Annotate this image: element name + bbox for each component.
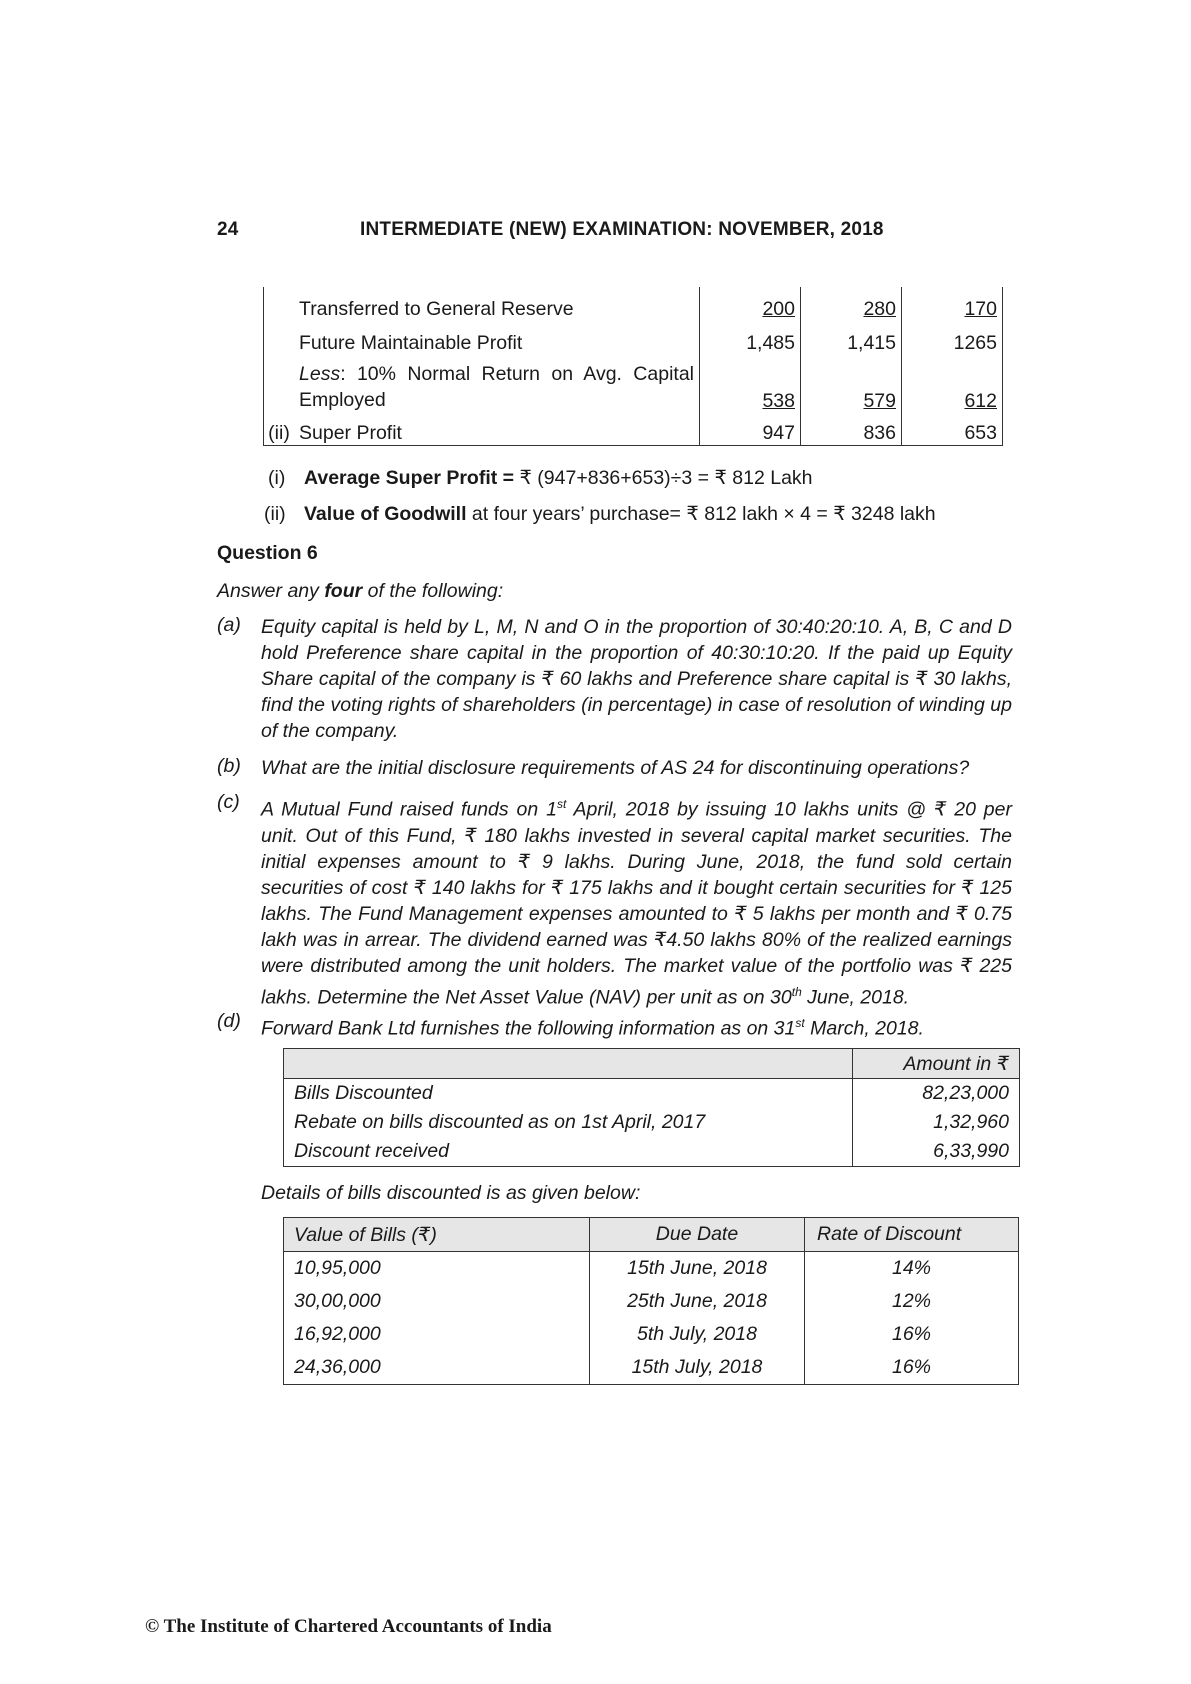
amount-cell: 1,32,960 [853, 1108, 1020, 1137]
value-cell: 24,36,000 [284, 1351, 590, 1385]
column-header: Rate of Discount [805, 1218, 1019, 1252]
item-text-b: What are the initial disclosure requirements of AS 24 for discontinuing operations? [261, 757, 970, 779]
amount-cell: 6,33,990 [853, 1137, 1020, 1167]
details-caption: Details of bills discounted is as given below: [261, 1182, 641, 1204]
table-header-row [284, 1049, 1020, 1079]
profit-table [263, 287, 1003, 446]
value-cell: 1265 [902, 321, 1003, 355]
item-label-b: (b) [217, 755, 241, 777]
item-text-d: Forward Bank Ltd furnishes the following information as on 31st March, 2018. [261, 1016, 924, 1040]
table-row [284, 1252, 1019, 1286]
page-title: INTERMEDIATE (NEW) EXAMINATION: NOVEMBER, 2018 [360, 219, 884, 240]
value-cell: 538 [762, 390, 795, 412]
table-row [284, 1137, 1020, 1167]
row-text: Future Maintainable Profit [299, 332, 523, 354]
row-label: (ii) [264, 413, 295, 445]
table-row [284, 1079, 1020, 1109]
amount-cell: 82,23,000 [853, 1079, 1020, 1109]
row-text: Less: 10% Normal Return on Avg. Capital Employed [299, 363, 694, 411]
date-cell: 25th June, 2018 [590, 1285, 805, 1318]
value-cell: 579 [863, 390, 896, 412]
item-text-c: A Mutual Fund raised funds on 1st April, 2018 by issuing 10 lakhs units @ ₹ 20 per unit. Out of this Fund, ₹ 180 lakhs invested in several capital market securities. The initial expenses amount to ₹ 9 lakhs. During June, 2018, the fund sold certain securities of cost ₹ 140 lakhs for ₹ 175 lakhs and it bought certain securities for ₹ 125 lakhs. The Fund Management expenses amounted to ₹ 5 lakhs per month and ₹ 0.75 lakh was in arrear. The dividend earned was ₹4.50 lakhs 80% of the realized earnings were distributed among the unit holders. The market value of the portfolio was ₹ 225 lakhs. Determine the Net Asset Value (NAV) per unit as on 30th June, 2018. [261, 797, 1013, 1008]
row-text: Transferred to General Reserve [299, 298, 574, 320]
calc-line-2: Value of Goodwill at four years’ purchase= ₹ 812 lakh × 4 = ₹ 3248 lakh [304, 503, 936, 525]
table-row [264, 413, 1003, 445]
rate-cell: 16% [805, 1318, 1019, 1351]
column-header: Due Date [590, 1218, 805, 1252]
table-row [284, 1351, 1019, 1385]
value-cell: 16,92,000 [284, 1318, 590, 1351]
item-cell: Discount received [284, 1137, 853, 1167]
date-cell: 5th July, 2018 [590, 1318, 805, 1351]
row-label [264, 321, 295, 355]
table-header-row [284, 1218, 1019, 1252]
value-cell: 1,415 [801, 321, 902, 355]
row-text: Super Profit [294, 413, 700, 445]
bank-info-table [283, 1048, 1020, 1167]
value-cell: 947 [700, 413, 801, 445]
date-cell: 15th July, 2018 [590, 1351, 805, 1385]
footer-copyright: © The Institute of Chartered Accountants of India [145, 1616, 552, 1637]
row-label [264, 287, 295, 321]
value-cell: 653 [902, 413, 1003, 445]
value-cell: 612 [964, 390, 997, 412]
rate-cell: 14% [805, 1252, 1019, 1286]
column-header: Value of Bills (₹) [284, 1218, 590, 1252]
date-cell: 15th June, 2018 [590, 1252, 805, 1286]
calc-label-2: (ii) [264, 503, 286, 525]
table-row [264, 355, 1003, 413]
value-cell: 280 [863, 298, 896, 320]
item-text-a: Equity capital is held by L, M, N and O in the proportion of 30:40:20:10. A, B, C and D hold Preference share capital in the proportion of 40:30:10:20. If the paid up Equity Share capital of the company is ₹ 60 lakhs and Preference share capital is ₹ 30 lakhs, find the voting rights of shareholders (in percentage) in case of resolution of winding up of the company. [261, 616, 1012, 742]
calc-line-1: Average Super Profit = ₹ (947+836+653)÷3 = ₹ 812 Lakh [304, 467, 813, 489]
table-row [264, 321, 1003, 355]
rate-cell: 12% [805, 1285, 1019, 1318]
value-cell: 200 [762, 298, 795, 320]
value-cell: 836 [801, 413, 902, 445]
item-cell: Rebate on bills discounted as on 1st April, 2017 [284, 1108, 853, 1137]
table-row [284, 1108, 1020, 1137]
question-title: Question 6 [217, 542, 318, 564]
bills-details-table [283, 1217, 1019, 1385]
item-label-c: (c) [217, 791, 240, 813]
table-row [264, 287, 1003, 321]
amount-header: Amount in ₹ [853, 1049, 1020, 1079]
value-cell: 170 [964, 298, 997, 320]
page-number: 24 [217, 219, 239, 240]
value-cell: 30,00,000 [284, 1285, 590, 1318]
calc-label-1: (i) [268, 467, 286, 489]
row-label [264, 355, 295, 413]
item-cell: Bills Discounted [284, 1079, 853, 1109]
item-label-a: (a) [217, 614, 241, 636]
table-row [284, 1285, 1019, 1318]
rate-cell: 16% [805, 1351, 1019, 1385]
value-cell: 10,95,000 [284, 1252, 590, 1286]
question-intro: Answer any four of the following: [217, 580, 504, 602]
table-row [284, 1318, 1019, 1351]
value-cell: 1,485 [700, 321, 801, 355]
item-label-d: (d) [217, 1010, 241, 1032]
